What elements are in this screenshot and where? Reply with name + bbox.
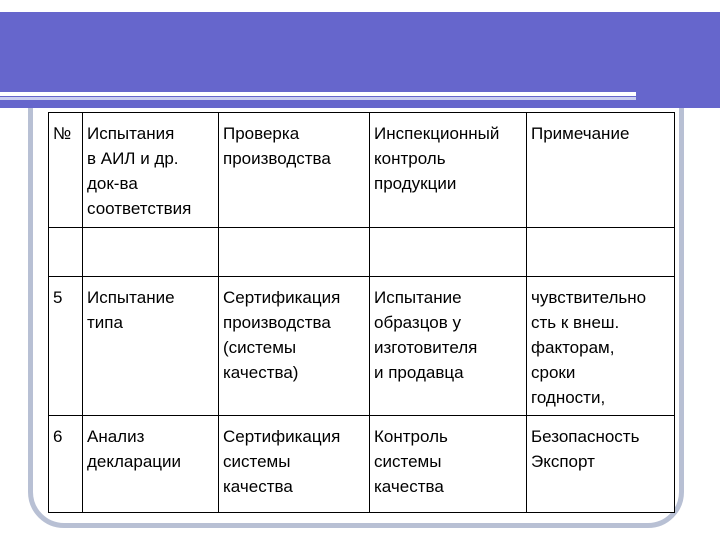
table-cell: чувствительно сть к внеш. факторам, сроки годности, (527, 277, 675, 416)
table-cell (527, 228, 675, 277)
table-cell: Анализ декларации (83, 416, 219, 513)
certification-table (48, 112, 675, 513)
table-cell: Контроль системы качества (370, 416, 527, 513)
table-cell (83, 228, 219, 277)
table-cell: Испытание образцов у изготовителя и продавца (370, 277, 527, 416)
title-underline (0, 92, 636, 96)
table-cell (219, 228, 370, 277)
header-cell-inspection-control: Инспекционный контроль продукции (370, 113, 527, 228)
header-cell-note: Примечание (527, 113, 675, 228)
header-cell-lab-tests: Испытания в АИЛ и др. док-ва соответствия (83, 113, 219, 228)
table-cell: 5 (49, 277, 83, 416)
table-cell: Сертификация системы качества (219, 416, 370, 513)
table-cell: Безопасность Экспорт (527, 416, 675, 513)
table-row (49, 277, 675, 416)
header-cell-production-check: Проверка производства (219, 113, 370, 228)
table-cell: Сертификация производства (системы качества) (219, 277, 370, 416)
title-underline-accent (0, 97, 636, 100)
table-cell: Испытание типа (83, 277, 219, 416)
table-cell (49, 228, 83, 277)
table-header-row (49, 113, 675, 228)
table-row (49, 228, 675, 277)
table-cell (370, 228, 527, 277)
header-cell-number: № (49, 113, 83, 228)
table-row (49, 416, 675, 513)
table-cell: 6 (49, 416, 83, 513)
